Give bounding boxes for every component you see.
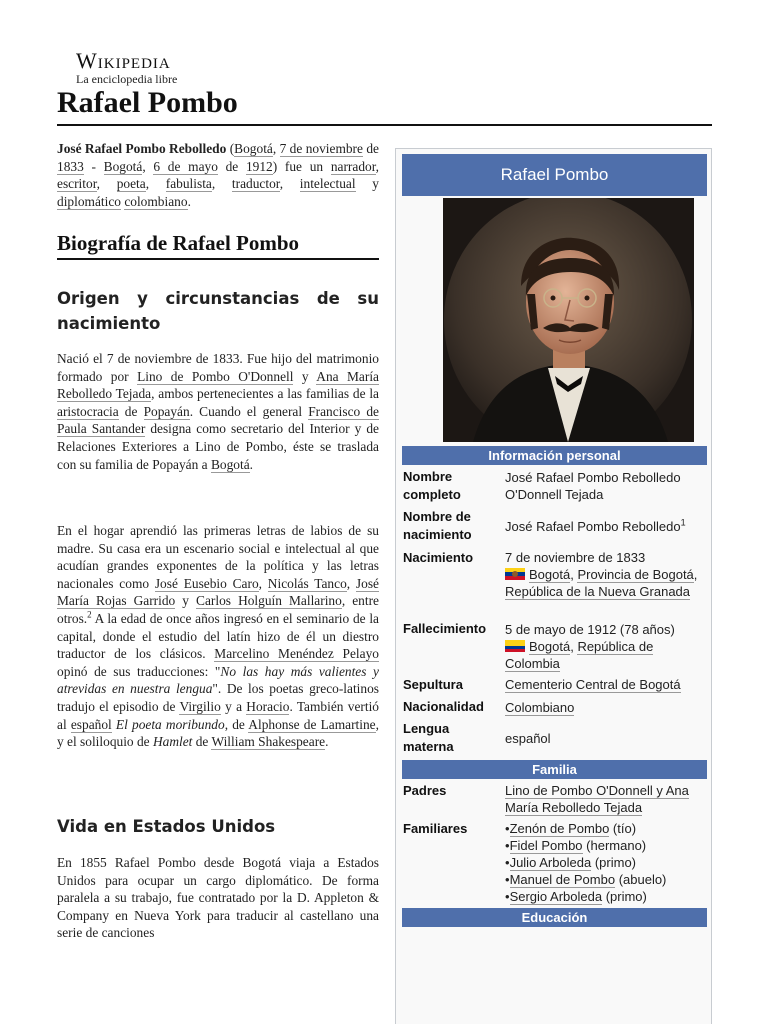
value-nacionalidad <box>505 699 705 716</box>
link-diplomatico[interactable]: diplomático <box>57 193 121 209</box>
link-jose-eusebio-caro[interactable]: José Eusebio Caro <box>154 575 259 591</box>
link-escritor[interactable]: escritor <box>57 176 97 192</box>
link-virgilio[interactable]: Virgilio <box>179 698 221 714</box>
link-bogota[interactable]: Bogotá <box>529 567 571 582</box>
list-item: •Sergio Arboleda (primo) <box>505 889 647 904</box>
link-death-year[interactable]: 1912 <box>245 158 273 174</box>
portrait-image[interactable] <box>443 198 694 442</box>
link-colombiano[interactable]: Colombiano <box>505 700 575 715</box>
paragraph-hogar: En el hogar aprendió las primeras letras de labios de su madre. Su casa era un escenario social e intelectual al que acudían grandes exponentes de la política y las letras nacionales como José Eusebio Caro, Nicolás Tanco, José María Rojas Garrido y Carlos Holguín Mallarino, entre otros.$^2$ A la edad de once años ingresó en el seminario de la capital, donde el estudio del latín hizo de él un diestro traductor de los clásicos. Marcelino Menéndez Pelayo opinó de sus traducciones: "No las hay más valientes y atrevidas en nuestra lengua". De los poetas greco-latinos tradujo el episodio de Virgilio y a Horacio. También vertió al español El poeta moribundo, de Alphonse de Lamartine, y el soliloquio de Hamlet de William Shakespeare. <box>57 523 380 750</box>
link-traductor[interactable]: traductor <box>231 176 280 192</box>
subsection-heading-estados-unidos: Vida en Estados Unidos <box>57 817 276 836</box>
flag-icon <box>505 568 525 580</box>
label-nacionalidad: Nacionalidad <box>403 699 484 714</box>
link-birth-year[interactable]: 1833 <box>57 158 84 174</box>
link-intelectual[interactable]: intelectual <box>299 176 356 192</box>
link-lamartine[interactable]: Alphonse de Lamartine <box>248 716 376 732</box>
link-espanol[interactable]: español <box>70 716 112 732</box>
reference-link[interactable]: 1 <box>680 517 686 528</box>
subsection-heading-origen: Origen y circunstancias de su nacimiento <box>57 289 379 333</box>
link-cementerio[interactable]: Cementerio Central de Bogotá <box>505 677 681 692</box>
portrait-illustration <box>443 198 694 442</box>
link-padres[interactable]: Lino de Pombo O'Donnell y Ana María Rebolledo Tejada <box>505 783 689 815</box>
paragraph-origen: Nació el 7 de noviembre de 1833. Fue hijo del matrimonio formado por Lino de Pombo O'Donnell y Ana María Rebolledo Tejada, ambos pertenecientes a las familias de la aristocracia de Popayán. Cuando el general Francisco de Paula Santander designa como secretario del Interior y de Relaciones Exteriores a Lino de Pombo, éste se traslada con su familia de Popayán a Bogotá. <box>57 351 379 472</box>
link-aristocracia[interactable]: aristocracia <box>57 403 119 419</box>
link-republica-colombia[interactable]: República de Colombia <box>505 639 654 671</box>
infobox-section-familia: Familia <box>402 760 707 779</box>
paragraph-estados-unidos: En 1855 Rafael Pombo desde Bogotá viaja a Estados Unidos para ocupar un cargo diplomático. De forma paralela a su trabajo, fue contratado por la D. Appleton & Company en Nueva York para traducir al castellano una serie de canciones <box>57 855 379 941</box>
link-narrador[interactable]: narrador <box>330 158 376 174</box>
label-fallecimiento: Fallecimiento <box>403 621 487 636</box>
link-poeta[interactable]: poeta <box>116 176 146 192</box>
link-bogota[interactable]: Bogotá <box>210 456 250 472</box>
link-relative[interactable]: Zenón de Pombo <box>509 821 610 836</box>
link-relative[interactable]: Sergio Arboleda <box>509 889 603 904</box>
link-rojas-garrido[interactable]: José María Rojas Garrido <box>57 575 379 609</box>
wikipedia-logo[interactable] <box>76 50 196 86</box>
link-holguin-mallarino[interactable]: Carlos Holguín Mallarino <box>196 593 342 609</box>
link-nueva-granada[interactable]: República de la Nueva Granada <box>505 584 691 599</box>
value-sepultura <box>505 676 705 693</box>
link-death-date[interactable]: 6 de mayo <box>153 158 218 174</box>
link-horacio[interactable]: Horacio <box>246 698 290 714</box>
title-divider <box>57 124 712 126</box>
value-padres <box>505 782 705 816</box>
page-title: Rafael Pombo <box>57 86 238 119</box>
link-birth-place[interactable]: Bogotá <box>234 141 273 156</box>
infobox <box>395 148 712 1024</box>
label-lengua-materna: Lengua materna <box>403 721 454 754</box>
link-relative[interactable]: Manuel de Pombo <box>509 872 616 887</box>
label-nacimiento: Nacimiento <box>403 550 474 565</box>
link-lino-de-pombo[interactable]: Lino de Pombo O'Donnell <box>137 368 294 384</box>
label-familiares: Familiares <box>403 821 468 836</box>
link-popayan[interactable]: Popayán <box>143 403 190 419</box>
intro-paragraph: José Rafael Pombo Rebolledo (Bogotá, 7 de noviembre de 1833 - Bogotá, 6 de mayo de 1912) fue un narrador, escritor, poeta, fabulista, traductor, intelectual y diplomático colombiano. <box>57 141 379 209</box>
flag-icon <box>505 640 525 652</box>
link-relative[interactable]: Julio Arboleda <box>509 855 592 870</box>
list-item: •Fidel Pombo (hermano) <box>505 838 647 853</box>
infobox-section-personal: Información personal <box>402 446 707 465</box>
list-item: •Manuel de Pombo (abuelo) <box>505 872 667 887</box>
value-lengua-materna: español <box>505 731 551 746</box>
link-fabulista[interactable]: fabulista <box>165 176 212 192</box>
link-birth-date[interactable]: 7 de noviembre <box>279 141 363 156</box>
wikipedia-tagline: La enciclopedia libre <box>76 72 178 86</box>
link-death-place[interactable]: Bogotá <box>103 158 143 174</box>
reference-link[interactable]: 2 <box>87 609 92 620</box>
link-colombiano[interactable]: colombiano <box>124 193 188 209</box>
infobox-title: Rafael Pombo <box>402 154 707 196</box>
value-fallecimiento: 5 de mayo de 1912 (78 años) Bogotá, República de Colombia <box>505 622 675 671</box>
link-nicolas-tanco[interactable]: Nicolás Tanco <box>267 575 347 591</box>
label-sepultura: Sepultura <box>403 677 463 692</box>
value-nombre-completo: José Rafael Pombo Rebolledo O'Donnell Tejada <box>505 470 681 502</box>
lead-name: José Rafael Pombo Rebolledo <box>57 141 227 156</box>
label-nombre-completo: Nombre completo <box>403 469 461 502</box>
link-provincia-bogota[interactable]: Provincia de Bogotá <box>577 567 694 582</box>
list-item: •Julio Arboleda (primo) <box>505 855 637 870</box>
link-relative[interactable]: Fidel Pombo <box>509 838 583 853</box>
label-padres: Padres <box>403 783 447 798</box>
link-bogota[interactable]: Bogotá <box>529 639 571 654</box>
link-ana-maria[interactable]: Ana María Rebolledo Tejada <box>57 368 379 402</box>
value-nacimiento: 7 de noviembre de 1833 Bogotá, Provincia de Bogotá, República de la Nueva Granada <box>505 550 698 599</box>
value-familiares <box>505 820 705 905</box>
value-nombre-nacimiento: José Rafael Pombo Rebolledo$^1$ <box>505 517 686 534</box>
link-santander[interactable]: Francisco de Paula Santander <box>57 403 379 437</box>
section-heading-biografia: Biografía de Rafael Pombo <box>57 231 300 255</box>
list-item: •Zenón de Pombo (tío) <box>505 821 637 836</box>
label-nombre-nacimiento: Nombre de nacimiento <box>403 509 472 542</box>
link-menendez-pelayo[interactable]: Marcelino Menéndez Pelayo <box>214 646 379 662</box>
link-shakespeare[interactable]: William Shakespeare <box>211 734 326 750</box>
infobox-section-educacion: Educación <box>402 908 707 927</box>
section-divider <box>57 258 379 260</box>
wikipedia-wordmark: Wikipedia <box>76 48 171 73</box>
